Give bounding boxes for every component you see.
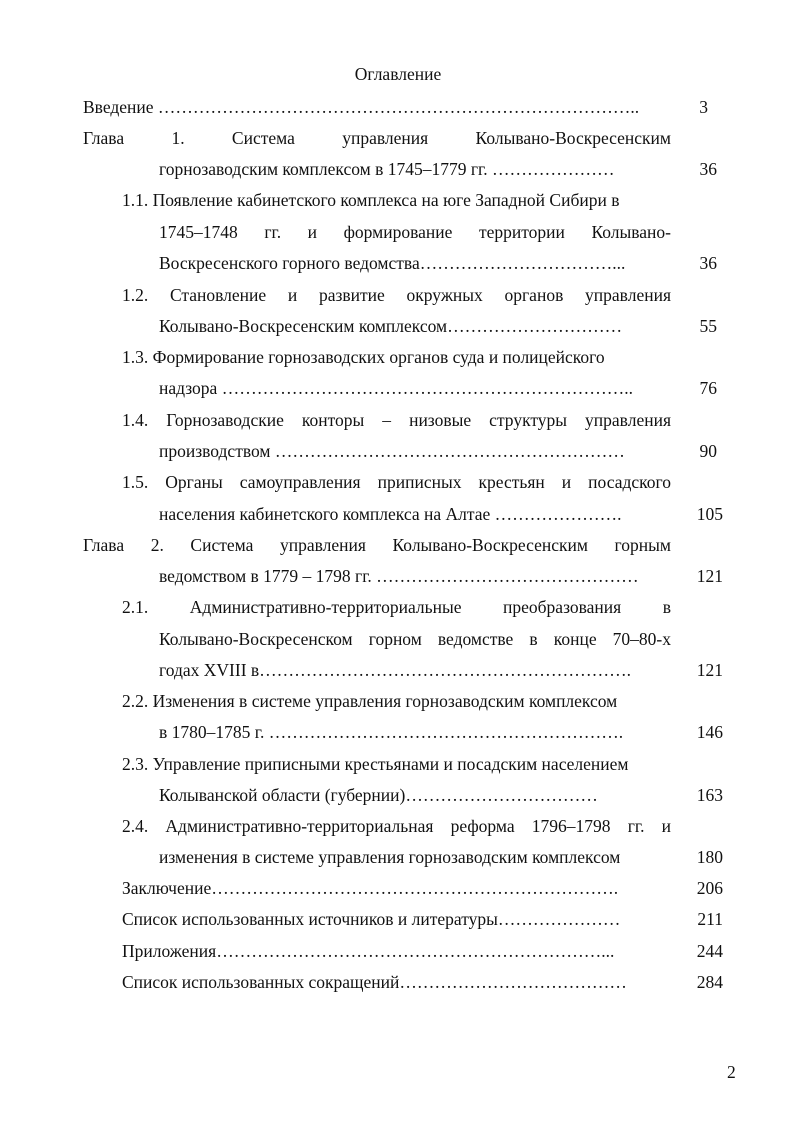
toc-page-number: 244 xyxy=(696,941,723,961)
toc-page-number: 3 xyxy=(699,97,708,117)
toc-line: Список использованных сокращений………………………………… xyxy=(122,972,627,992)
toc-line: Заключение……………………………………………………………. xyxy=(122,878,619,898)
toc-page-number: 163 xyxy=(696,785,723,805)
toc-page-number: 76 xyxy=(699,378,717,398)
toc-page-number: 146 xyxy=(696,722,723,742)
toc-line: Приложения…………………………………………………………... xyxy=(122,941,615,961)
page-number: 2 xyxy=(727,1062,736,1082)
toc-page-number: 36 xyxy=(699,253,717,273)
toc-line: надзора …………………………………………………………….. xyxy=(159,378,633,398)
toc-page-number: 121 xyxy=(696,566,723,586)
toc-line: 2.2. Изменения в системе управления горнозаводским комплексом xyxy=(122,691,618,711)
toc-line: изменения в системе управления горнозаводским комплексом xyxy=(159,847,621,867)
toc-line: 2.4. Административно-территориальная реформа 1796–1798 гг. и xyxy=(122,816,671,836)
toc-line: Глава 2. Система управления Колывано-Воскресенским горным xyxy=(83,535,671,555)
toc-line: горнозаводским комплексом в 1745–1779 гг. ………………… xyxy=(159,159,615,179)
toc-page-number: 211 xyxy=(697,909,723,929)
toc-page-number: 284 xyxy=(696,972,723,992)
toc-line: годах XVIII в………………………………………………………. xyxy=(159,660,632,680)
toc-page-number: 36 xyxy=(699,159,717,179)
toc-page-number: 90 xyxy=(699,441,717,461)
toc-title: Оглавление xyxy=(354,64,442,84)
toc-line: Колывано-Воскресенском горном ведомстве в конце 70–80-х xyxy=(159,629,671,649)
toc-page-number: 180 xyxy=(696,847,723,867)
toc-line: 1.1. Появление кабинетского комплекса на юге Западной Сибири в xyxy=(122,190,620,210)
toc-line: в 1780–1785 г. ……………………………………………………. xyxy=(159,722,624,742)
toc-line: 1.3. Формирование горнозаводских органов суда и полицейского xyxy=(122,347,605,367)
toc-page-number: 55 xyxy=(699,316,717,336)
toc-line: 1745–1748 гг. и формирование территории Колывано- xyxy=(159,222,671,242)
toc-line: ведомством в 1779 – 1798 гг. ……………………………………… xyxy=(159,566,639,586)
toc-page-number: 121 xyxy=(696,660,723,680)
toc-line: Колыванской области (губернии)…………………………… xyxy=(159,785,598,805)
toc-line: 1.2. Становление и развитие окружных органов управления xyxy=(122,285,671,305)
toc-line: 2.1. Административно-территориальные преобразования в xyxy=(122,597,671,617)
toc-line: 1.4. Горнозаводские конторы – низовые структуры управления xyxy=(122,410,671,430)
toc-line: Введение ……………………………………………………………………….. xyxy=(83,97,640,117)
toc-line: производством …………………………………………………… xyxy=(159,441,625,461)
toc-line: Колывано-Воскресенским комплексом………………………… xyxy=(159,316,623,336)
toc-line: 2.3. Управление приписными крестьянами и посадским населением xyxy=(122,754,629,774)
toc-page-number: 206 xyxy=(696,878,723,898)
toc-line: 1.5. Органы самоуправления приписных крестьян и посадского xyxy=(122,472,671,492)
toc-line: населения кабинетского комплекса на Алтае …………………. xyxy=(159,504,622,524)
toc-line: Список использованных источников и литературы………………… xyxy=(122,909,621,929)
toc-page-number: 105 xyxy=(696,504,723,524)
toc-line: Глава 1. Система управления Колывано-Воскресенским xyxy=(83,128,671,148)
toc-line: Воскресенского горного ведомства……………………………... xyxy=(159,253,626,273)
